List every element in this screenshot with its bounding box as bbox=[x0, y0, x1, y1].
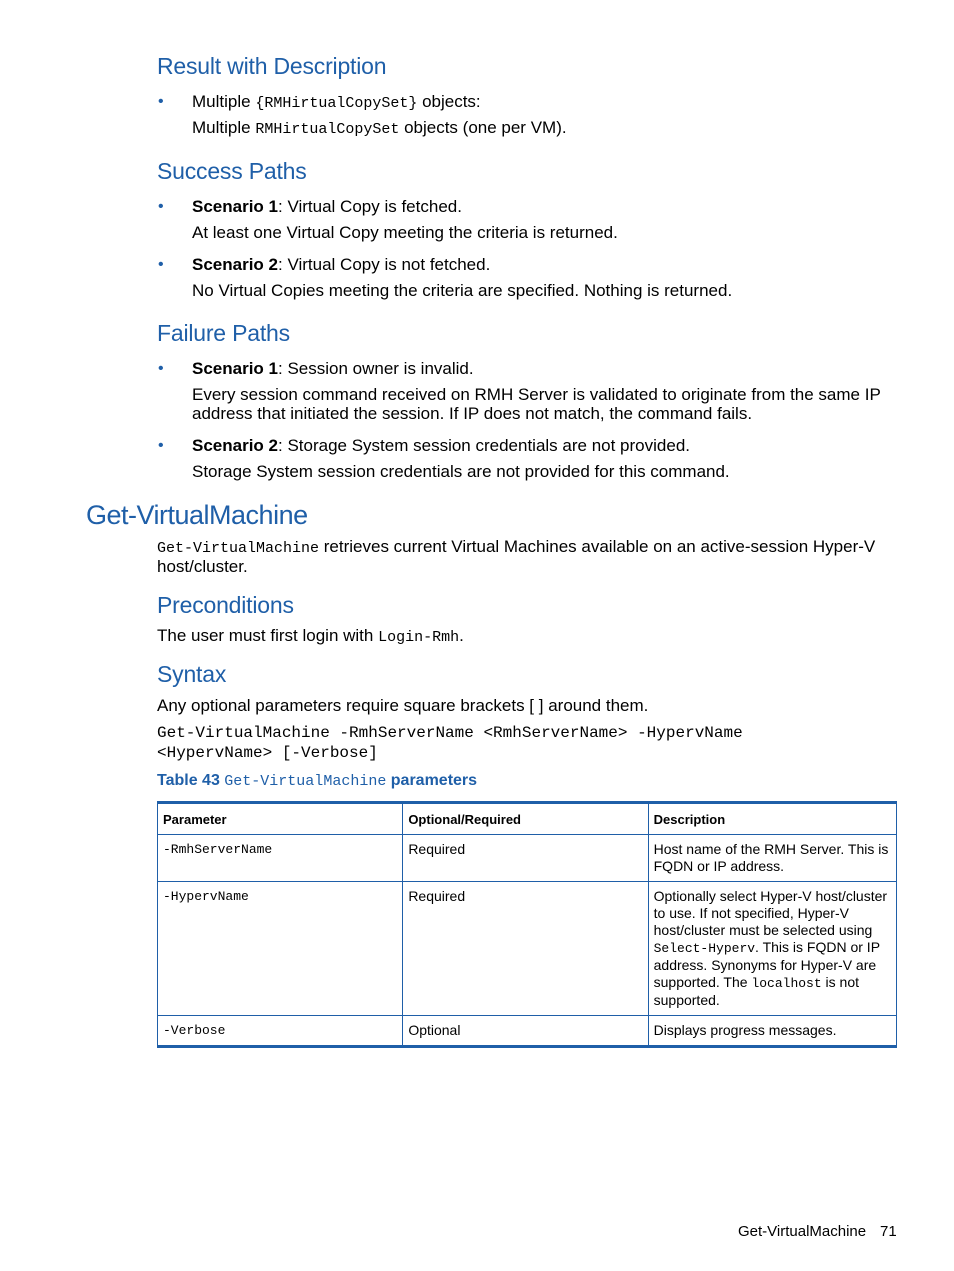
success-scenario-2: Scenario 2: Virtual Copy is not fetched. bbox=[192, 255, 491, 274]
section-heading-result: Result with Description bbox=[157, 53, 387, 79]
param-cell: -Verbose bbox=[158, 1016, 403, 1047]
syntax-text: Any optional parameters require square brackets [ ] around them. bbox=[157, 696, 649, 715]
description-cell: Host name of the RMH Server. This is FQDN or IP address. bbox=[648, 835, 896, 882]
bullet-icon: • bbox=[158, 256, 164, 273]
failure-scenario-1: Scenario 1: Session owner is invalid. bbox=[192, 359, 474, 378]
syntax-code-line-2: <HypervName> [-Verbose] bbox=[157, 744, 378, 762]
section-heading-syntax: Syntax bbox=[157, 661, 227, 687]
success-scenario-1: Scenario 1: Virtual Copy is fetched. bbox=[192, 197, 462, 216]
failure-scenario-1-detail-1: Every session command received on RMH Server is validated to originate from the same IP bbox=[192, 385, 881, 404]
intro-line-1: Get-VirtualMachine retrieves current Virtual Machines available on an active-session Hyper-V bbox=[157, 537, 876, 557]
table-header-row bbox=[158, 803, 897, 835]
page-title: Get-VirtualMachine bbox=[86, 500, 308, 530]
column-header-optional-required: Optional/Required bbox=[403, 803, 648, 835]
param-cell: -HypervName bbox=[158, 882, 403, 1016]
required-cell: Required bbox=[403, 882, 648, 1016]
table-caption: Table 43 Get-VirtualMachine parameters bbox=[157, 772, 478, 790]
success-scenario-1-detail: At least one Virtual Copy meeting the criteria is returned. bbox=[192, 223, 618, 242]
intro-line-2: host/cluster. bbox=[157, 557, 248, 576]
failure-scenario-1-detail-2: address that initiated the session. If IP does not match, the command fails. bbox=[192, 404, 753, 423]
section-heading-preconditions: Preconditions bbox=[157, 592, 294, 618]
bullet-icon: • bbox=[158, 437, 164, 454]
footer-section-name: Get-VirtualMachine bbox=[738, 1223, 867, 1240]
failure-scenario-2: Scenario 2: Storage System session credentials are not provided. bbox=[192, 436, 690, 455]
preconditions-text: The user must first login with Login-Rmh. bbox=[157, 626, 464, 646]
section-heading-failure: Failure Paths bbox=[157, 320, 290, 346]
table-row bbox=[158, 882, 897, 1016]
param-cell: -RmhServerName bbox=[158, 835, 403, 882]
page-number: 71 bbox=[880, 1223, 897, 1240]
required-cell: Optional bbox=[403, 1016, 648, 1047]
bullet-icon: • bbox=[158, 198, 164, 215]
bullet-icon: • bbox=[158, 93, 164, 110]
result-line-1: Multiple {RMHirtualCopySet} objects: bbox=[192, 92, 481, 112]
column-header-parameter: Parameter bbox=[158, 803, 403, 835]
table-row bbox=[158, 835, 897, 882]
required-cell: Required bbox=[403, 835, 648, 882]
parameters-table bbox=[157, 801, 897, 1048]
failure-scenario-2-detail: Storage System session credentials are not provided for this command. bbox=[192, 462, 730, 481]
description-cell: Optionally select Hyper-V host/cluster to use. If not specified, Hyper-V host/cluster must be selected using Select-Hyperv. This is FQDN or IP address. Synonyms for Hyper-V are supported. The localhost is not supported. bbox=[648, 882, 896, 1016]
section-heading-success: Success Paths bbox=[157, 158, 307, 184]
description-cell: Displays progress messages. bbox=[648, 1016, 896, 1047]
table-row bbox=[158, 1016, 897, 1047]
column-header-description: Description bbox=[648, 803, 896, 835]
result-line-2: Multiple RMHirtualCopySet objects (one per VM). bbox=[192, 118, 567, 138]
success-scenario-2-detail: No Virtual Copies meeting the criteria are specified. Nothing is returned. bbox=[192, 281, 733, 300]
syntax-code-line-1: Get-VirtualMachine -RmhServerName <RmhServerName> -HypervName bbox=[157, 724, 743, 742]
bullet-icon: • bbox=[158, 360, 164, 377]
